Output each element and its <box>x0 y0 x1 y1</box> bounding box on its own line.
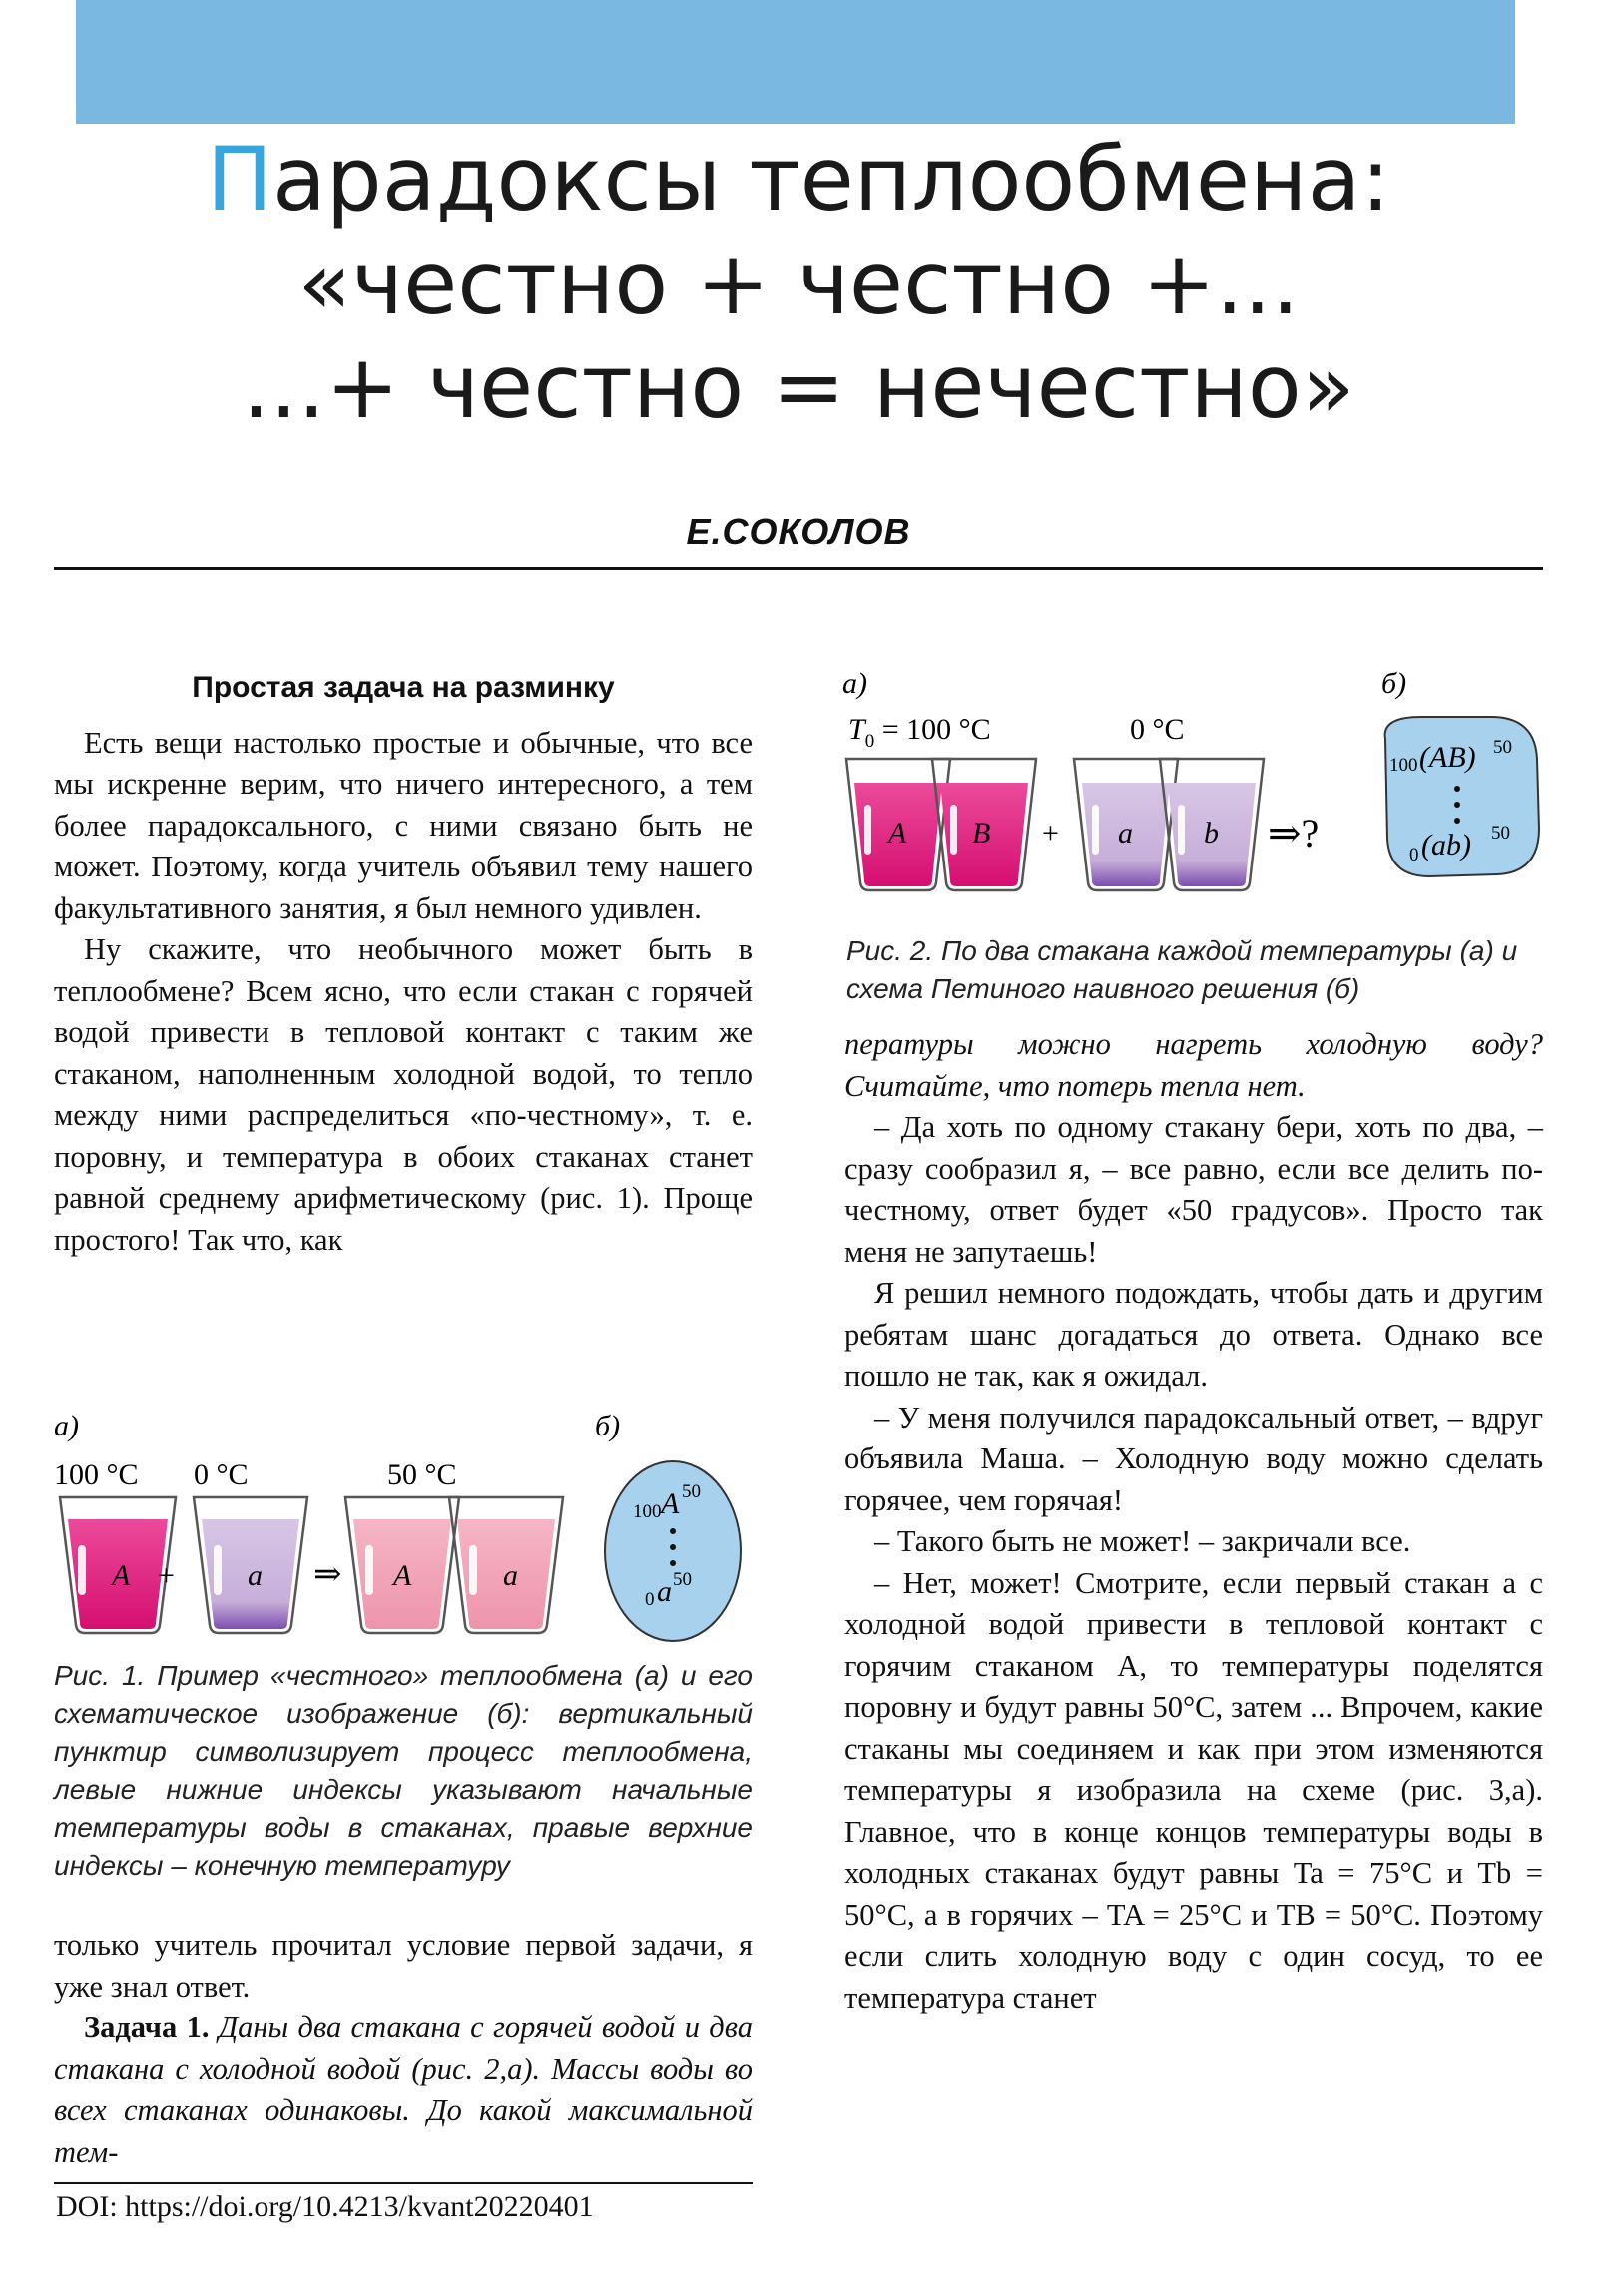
header-band <box>76 0 1515 124</box>
doi-divider <box>54 2182 753 2184</box>
scheme-bottom-subscript: 0 <box>1409 845 1419 865</box>
task-paragraph <box>54 2008 753 2173</box>
task-text: Даны два стакана с горячей водой и два стакана с холодной водой (рис. 2,а). Массы воды во всех стаканах одинаковы. До какой максимальной тем- <box>54 2010 754 2169</box>
figure-2 <box>842 659 1543 898</box>
glass-label: a <box>1118 817 1133 850</box>
fig2-label-a: а) <box>842 667 867 700</box>
title-line-2: «честно + честно +... <box>297 232 1300 334</box>
scheme-top-subscript: 100 <box>1389 755 1418 776</box>
title-line-1 <box>0 128 1597 232</box>
glass-label: b <box>1204 817 1219 850</box>
scheme-bottom-superscript: 50 <box>1491 823 1510 844</box>
title-initial: П <box>206 128 272 231</box>
fig1-label-a: а) <box>54 1410 79 1442</box>
figure-2-caption: Рис. 2. По два стакана каждой температуры (а) и схема Петиного наивного решения (б) <box>846 935 1518 1004</box>
left-column-top <box>54 667 753 1261</box>
paragraph: – Нет, может! Смотрите, если первый стакан а с холодной водой привести в тепловой контакт с горячим стаканом A, то температуры поделятся поровну и будут равны 50°С, затем ... Впрочем, какие стаканы мы соединяем и как при этом изменяются температуры я изобразила на схеме (рис. 3,а). Главное, что в конце концов температуры воды в холодных стаканах будут равны Ta = 75°С и Tb = 50°С, а в горячих – TA = 25°С и TB = 50°С. Поэтому если слить холодную воду с один сосуд, то ее температура станет <box>844 1565 1543 2014</box>
plus-sign: + <box>158 1559 175 1592</box>
fig2-scheme <box>1385 717 1539 876</box>
glass-label: B <box>972 817 991 850</box>
fig2-temp-hot-subscript: 0 <box>864 731 875 752</box>
fig1-scheme <box>605 1461 741 1641</box>
paragraph: – У меня получился парадоксальный ответ, – вдруг объявила Маша. – Холодную воду можно сделать горячее, чем горячая! <box>844 1400 1543 1517</box>
scheme-bottom-variable: (ab) <box>1421 829 1471 861</box>
left-column-bottom <box>54 1925 753 2173</box>
scheme-bottom-variable: a <box>657 1575 672 1608</box>
right-column <box>844 1024 1543 2018</box>
figure-1-caption: Рис. 1. Пример «честного» теплообмена (а) и его схематическое изображение (б): вертикальный пунктир символизирует процесс теплообмена, левые нижние индексы указывают начальные температуры воды в стаканах, правые верхние индексы – конечную температуру <box>54 1660 753 1881</box>
fig2-temp-cold: 0 °C <box>1130 713 1185 746</box>
fig2-label-b: б) <box>1381 667 1407 700</box>
scheme-bottom-superscript: 50 <box>673 1569 692 1590</box>
article-title <box>0 128 1597 439</box>
paragraph: – Такого быть не может! – закричали все. <box>874 1524 1411 1558</box>
glass-result-A <box>345 1497 459 1633</box>
fig2-temp-hot <box>848 713 991 752</box>
scheme-top-variable: A <box>661 1487 680 1520</box>
author-name: Е.СОКОЛОВ <box>686 511 911 552</box>
fig1-temp-hot: 100 °C <box>54 1458 139 1491</box>
scheme-top-superscript: 50 <box>682 1481 701 1502</box>
fig2-temp-hot-value: = 100 °C <box>874 713 991 746</box>
fig1-temp-result: 50 °C <box>387 1458 457 1491</box>
fig2-temp-hot-symbol: T <box>848 713 865 746</box>
fig1-temp-cold: 0 °C <box>194 1458 249 1491</box>
task-continuation: пературы можно нагреть холодную воду? Считайте, что потерь тепла нет. <box>844 1027 1543 1103</box>
arrow-question: ⇒? <box>1268 811 1320 856</box>
header-divider <box>54 567 1543 570</box>
plus-sign: + <box>1042 817 1059 850</box>
glass-cold-a <box>194 1497 307 1633</box>
scheme-top-superscript: 50 <box>1493 737 1512 758</box>
paragraph: Я решил немного подождать, чтобы дать и другим ребятам шанс догадаться до ответа. Однако все пошло не так, как я ожидал. <box>844 1276 1543 1393</box>
glass-label: A <box>393 1559 412 1592</box>
scheme-top-subscript: 100 <box>633 1501 662 1522</box>
glass-label: A <box>112 1559 131 1592</box>
scheme-top-variable: (AB) <box>1419 741 1476 774</box>
task-label: Задача 1. <box>84 2010 210 2044</box>
section-subheading: Простая задача на разминку <box>192 671 615 704</box>
glass-label: a <box>248 1559 263 1592</box>
glass-label: a <box>503 1559 518 1592</box>
paragraph: – Да хоть по одному стакану бери, хоть по два, – сразу сообразил я, – все равно, если все делить по-честному, ответ будет «50 градусов». Просто так меня не запутаешь! <box>844 1110 1543 1269</box>
glass-result-a <box>449 1497 563 1633</box>
paragraph: Ну скажите, что необычного может быть в теплообмене? Всем ясно, что если стакан с горячей водой привести в тепловой контакт с таким же стаканом, наполненным холодной водой, то тепло между ними распределиться «по-честному», т. е. поровну, и температура в обоих стаканах станет равной среднему арифметическому (рис. 1). Проще простого! Так что, как <box>54 932 753 1257</box>
title-line-3: ...+ честно = нечестно» <box>242 335 1355 438</box>
arrow-implies: ⇒ <box>313 1556 342 1593</box>
doi-line: DOI: https://doi.org/10.4213/kvant20220401 <box>56 2190 594 2223</box>
glass-label: A <box>888 817 907 850</box>
scheme-bottom-subscript: 0 <box>645 1589 655 1610</box>
title-line-1-text: арадоксы теплообмена: <box>272 128 1391 231</box>
figure-1 <box>54 1406 753 1645</box>
fig1-label-b: б) <box>595 1410 621 1442</box>
paragraph: только учитель прочитал условие первой задачи, я уже знал ответ. <box>54 1928 753 2004</box>
paragraph: Есть вещи настолько простые и обычные, что все мы искренне верим, что ничего интересного, а тем более парадоксального, с ними связано быть не может. Поэтому, когда учитель объявил тему нашего факультативного занятия, я был немного удивлен. <box>54 725 753 925</box>
